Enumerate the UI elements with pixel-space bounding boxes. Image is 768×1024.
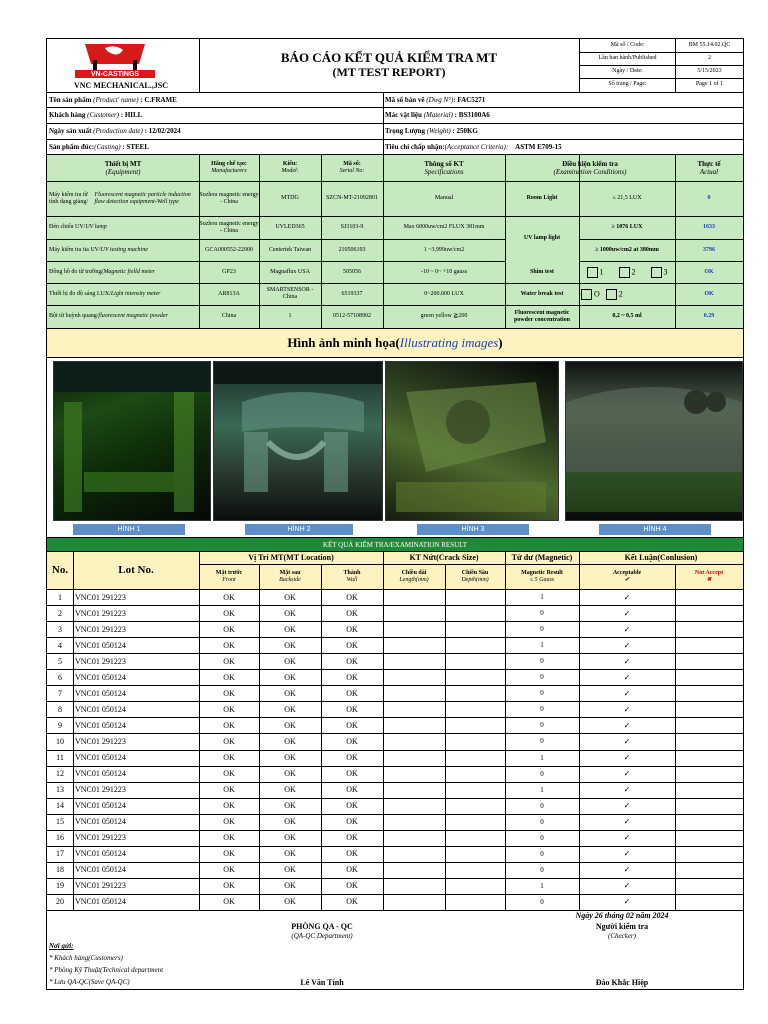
acceptable-check: ✓: [623, 672, 631, 682]
row-number: 11: [56, 753, 64, 763]
qa-department-en: (QA-QC Department): [291, 931, 353, 940]
wall-result: OK: [346, 769, 358, 779]
wall-result: OK: [346, 785, 358, 795]
lot-number: VNC01 291223: [75, 833, 126, 843]
acceptable-check: ✓: [623, 801, 631, 811]
meta-label: Mã số / Code:: [610, 42, 645, 48]
shim-test-options: [579, 261, 675, 283]
equip-header-sub: Specifications: [424, 168, 464, 176]
equip-header-sub: Serial No:: [339, 168, 365, 174]
material-row: Mác vật liệu (Material) : BS3100A6: [385, 111, 490, 119]
magnetic-result: 0: [540, 897, 544, 906]
equipment-model: Centertek Taiwan: [268, 246, 312, 253]
acceptable-check: ✓: [623, 608, 631, 618]
equipment-manufacturer: GCA000552-22000: [205, 246, 253, 253]
uv-lux-actual: 1633: [703, 224, 715, 230]
front-result: OK: [223, 769, 235, 779]
sub-header-mag_result: Magnetic Result ≤ 5 Gauss: [521, 569, 563, 583]
back-result: OK: [284, 608, 296, 618]
row-number: 16: [56, 833, 64, 843]
back-result: OK: [284, 881, 296, 891]
wall-result: OK: [346, 688, 358, 698]
row-number: 1: [58, 592, 62, 602]
wall-result: OK: [346, 865, 358, 875]
equip-header-label: Thông số KT: [424, 160, 464, 168]
room-light-label: Room Light: [526, 195, 558, 201]
row-number: 6: [58, 672, 62, 682]
shim-test-label: Shim test: [530, 268, 554, 275]
magnetic-result: 0: [540, 801, 544, 810]
acceptable-check: ✓: [623, 704, 631, 714]
equipment-serial: 6519337: [341, 290, 363, 297]
back-result: OK: [284, 624, 296, 634]
photo-caption-3: HÌNH 3: [417, 524, 529, 535]
wall-result: OK: [346, 881, 358, 891]
row-number: 2: [58, 608, 62, 618]
equip-header-label: Kiểu:: [282, 161, 298, 167]
sub-header-crack_depth: Chiều Sâu Depth(mm): [461, 569, 489, 583]
acceptable-check: ✓: [623, 817, 631, 827]
equipment-serial: 210506193: [338, 246, 366, 253]
checker-signatory: Đào Khắc Hiệp: [595, 977, 649, 987]
back-result: OK: [284, 801, 296, 811]
lot-number: VNC01 050124: [75, 640, 126, 650]
equipment-spec: -10 ~ 0~ +10 gauss: [420, 268, 468, 275]
row-number: 17: [56, 849, 64, 859]
qa-department: PHÒNG QA - QC: [291, 921, 353, 931]
equipment-model: UVLED365: [275, 224, 305, 230]
water-break-actual: OK: [704, 290, 714, 297]
magnetic-result: 0: [540, 737, 544, 746]
lot-number: VNC01 050124: [75, 753, 126, 763]
acceptable-check: ✓: [623, 736, 631, 746]
lot-number: VNC01 050124: [75, 865, 126, 875]
equipment-model: SMARTSENSOR - China: [266, 287, 314, 300]
powder-concentration-value: 0,2 ~ 0,5 ml: [612, 313, 642, 319]
shim-checkbox[interactable]: 3: [651, 267, 668, 278]
inspection-photo-1: [53, 361, 211, 521]
back-result: OK: [284, 769, 296, 779]
magnetic-result: 0: [540, 705, 544, 714]
equipment-name: Đèn chiếu UV/ UV lamp: [49, 224, 107, 230]
equip-header-sub: (Equipment): [105, 168, 141, 176]
equipment-manufacturer: China: [221, 313, 237, 319]
acceptable-check: ✓: [623, 720, 631, 730]
sub-header-crack_len: Chiều dài Length(mm): [399, 569, 429, 583]
inspection-photo-2: [213, 361, 383, 521]
equipment-name: Thiết bị đo độ sáng LUX /Light intensity meter: [49, 290, 161, 297]
lot-number: VNC01 291223: [75, 785, 126, 795]
lot-number: VNC01 050124: [75, 769, 126, 779]
meta-label: Lần ban hành/Published: [598, 55, 657, 61]
acceptable-check: ✓: [623, 881, 631, 891]
images-heading: Hình ảnh minh họa( Illustrating images ): [287, 335, 503, 350]
wall-result: OK: [346, 608, 358, 618]
customer-row: Khách hàng (Customer) : HILL: [49, 111, 143, 119]
front-result: OK: [223, 881, 235, 891]
equip-header-sub: Model:: [281, 168, 299, 174]
back-result: OK: [284, 704, 296, 714]
meta-value: 2: [708, 55, 711, 61]
water-break-checkbox[interactable]: O: [581, 289, 600, 300]
acceptable-check: ✓: [623, 688, 631, 698]
back-result: OK: [284, 672, 296, 682]
acceptable-check: ✓: [623, 656, 631, 666]
product-name-row: Tên sản phẩm (Product' name) : C.FRAME: [49, 95, 177, 104]
row-number: 12: [56, 769, 64, 779]
lot-number: VNC01 291223: [75, 736, 126, 746]
lot-number: VNC01 291223: [75, 881, 126, 891]
location-group-header: Vị Trí MT(MT Location): [248, 553, 334, 562]
wall-result: OK: [346, 720, 358, 730]
magnetic-result: 0: [540, 689, 544, 698]
magnetic-result: 1: [540, 641, 544, 650]
equip-header-sub: Actual: [699, 168, 719, 176]
front-result: OK: [223, 672, 235, 682]
equipment-name: Đồng hồ đo từ trường (Magnetic fielld meter: [49, 268, 155, 275]
front-result: OK: [223, 656, 235, 666]
magnetic-result: 0: [540, 769, 544, 778]
front-result: OK: [223, 785, 235, 795]
front-result: OK: [223, 640, 235, 650]
recipient-2: * Phòng Kỹ Thuật(Technical department: [49, 966, 164, 974]
equipment-spec: Max 6000uw/cm2 FLUX 381mm: [403, 224, 485, 230]
magnetic-result: 1: [540, 593, 544, 602]
acceptable-check: ✓: [623, 753, 631, 763]
equipment-serial: 505056: [343, 268, 361, 275]
acceptable-check: ✓: [623, 833, 631, 843]
wall-result: OK: [346, 817, 358, 827]
logo-text: VN-CASTINGS: [90, 70, 140, 78]
meta-label: Số trang / Page:: [608, 81, 647, 87]
equipment-spec: 1 ~3,999uw/cm2: [423, 246, 465, 253]
equipment-spec: 0~200.000 LUX: [424, 290, 464, 297]
front-result: OK: [223, 849, 235, 859]
uv-intensity-value: ≥ 1000uw/cm2 at 380mm: [595, 246, 659, 253]
recipient-1: * Khách hàng(Customers): [49, 954, 123, 962]
sub-header-not_accept: Not Accept ✖: [694, 569, 724, 583]
magnetic-result: 0: [540, 609, 544, 618]
front-result: OK: [223, 704, 235, 714]
wall-result: OK: [346, 849, 358, 859]
shim-test-actual: OK: [704, 268, 714, 275]
magnetic-result: 0: [540, 673, 544, 682]
row-number: 10: [56, 736, 64, 746]
acceptable-check: ✓: [623, 624, 631, 634]
col-lot-header: Lot No.: [118, 564, 154, 576]
wall-result: OK: [346, 801, 358, 811]
lot-number: VNC01 050124: [75, 672, 126, 682]
lot-number: VNC01 291223: [75, 656, 126, 666]
report-title-en: (MT TEST REPORT): [332, 64, 446, 79]
acceptable-check: ✓: [623, 849, 631, 859]
photo-caption-1: HÌNH 1: [73, 524, 185, 535]
report-date: Ngày 26 tháng 02 năm 2024: [575, 910, 669, 920]
row-number: 8: [58, 704, 62, 714]
powder-concentration-actual: 0.29: [703, 313, 715, 319]
magnetic-result: 0: [540, 849, 544, 858]
equipment-name: Bột từ huỳnh quang/ fluorescent magnetic powder: [49, 313, 168, 319]
equipment-spec: Manual: [434, 195, 454, 201]
front-result: OK: [223, 833, 235, 843]
production-date-row: Ngày sản xuất (Production date) : 12/02/2024: [49, 127, 181, 135]
lot-number: VNC01 050124: [75, 688, 126, 698]
back-result: OK: [284, 753, 296, 763]
acceptance-criteria-row: Tiêu chí chấp nhận: (Acceptance Criteria): ASTM E709-15: [385, 142, 562, 151]
sub-header-acceptable: Acceptable ✔: [612, 569, 642, 583]
acceptable-check: ✓: [623, 785, 631, 795]
equipment-serial: SZCN-MT-21092801: [326, 195, 378, 201]
water-break-label: Water break test: [520, 290, 564, 297]
room-light-value: ≤ 21,5 LUX: [612, 195, 642, 201]
magnetic-result: 1: [540, 785, 544, 794]
lot-number: VNC01 050124: [75, 897, 126, 907]
wall-result: OK: [346, 672, 358, 682]
back-result: OK: [284, 736, 296, 746]
recipient-3: * Lưu QA-QC(Save QA-QC): [49, 978, 130, 986]
back-result: OK: [284, 720, 296, 730]
back-result: OK: [284, 640, 296, 650]
lot-number: VNC01 291223: [75, 608, 126, 618]
back-result: OK: [284, 656, 296, 666]
wall-result: OK: [346, 624, 358, 634]
magnetic-result: 0: [540, 817, 544, 826]
back-result: OK: [284, 865, 296, 875]
equip-header-manu: [199, 155, 259, 181]
water-break-checkbox[interactable]: 2: [606, 289, 623, 300]
wall-result: OK: [346, 640, 358, 650]
front-result: OK: [223, 817, 235, 827]
equipment-serial: 0512-57108902: [333, 313, 371, 319]
sub-header-loc_wall: Thành Wall: [343, 569, 361, 583]
front-result: OK: [223, 592, 235, 602]
equipment-model: MTDG: [281, 195, 299, 201]
uv-lamp-light-label: UV lamp light: [523, 235, 561, 241]
equip-header-serial: [321, 155, 383, 181]
row-number: 4: [58, 640, 62, 650]
equip-header-model: [259, 155, 321, 181]
photo-caption-4: HÌNH 4: [599, 524, 711, 535]
front-result: OK: [223, 720, 235, 730]
acceptable-check: ✓: [623, 865, 631, 875]
equip-header-sub: Manufacturers: [211, 168, 247, 174]
row-number: 13: [56, 785, 64, 795]
equip-header-label: Điều kiện kiểm tra: [562, 160, 618, 168]
lot-number: VNC01 050124: [75, 704, 126, 714]
magnetic-group-header: Từ dư (Magnetic): [511, 553, 573, 562]
casting-row: Sản phẩm đúc: (Casting) : STEEL: [49, 142, 149, 151]
lot-number: VNC01 050124: [75, 801, 126, 811]
company-logo: [73, 42, 157, 82]
equipment-name: Máy kiểm tra tia UV/ UV testing machine: [49, 246, 148, 253]
front-result: OK: [223, 608, 235, 618]
equip-header-equip: [47, 155, 199, 181]
back-result: OK: [284, 849, 296, 859]
front-result: OK: [223, 624, 235, 634]
back-result: OK: [284, 833, 296, 843]
lot-number: VNC01 291223: [75, 624, 126, 634]
crack-group-header: KT Nứt(Crack Size): [409, 553, 479, 562]
powder-concentration-label: Fluorescent magnetic powder concentration: [513, 309, 571, 323]
equipment-manufacturer: Suzhou magnetic energy - China: [199, 220, 259, 234]
wall-result: OK: [346, 592, 358, 602]
front-result: OK: [223, 897, 235, 907]
front-result: OK: [223, 736, 235, 746]
row-number: 19: [56, 881, 64, 891]
company-name: VNC MECHANICAL.,JSC: [73, 80, 168, 90]
row-number: 7: [58, 688, 62, 698]
wall-result: OK: [346, 736, 358, 746]
equipment-spec: green yellow ≧200: [420, 313, 468, 319]
checker-title: Người kiểm tra: [595, 921, 649, 931]
equipment-manufacturer: Suzhou magnetic energy - China: [199, 191, 259, 205]
equipment-model: 1: [288, 313, 292, 319]
row-number: 14: [56, 801, 64, 811]
equip-header-actual: [675, 155, 743, 181]
wall-result: OK: [346, 656, 358, 666]
magnetic-result: 0: [540, 865, 544, 874]
magnetic-result: 0: [540, 833, 544, 842]
inspection-photo-4: [565, 361, 743, 521]
acceptable-check: ✓: [623, 592, 631, 602]
water-break-options: [579, 283, 675, 305]
meta-label: Ngày / Date:: [612, 68, 643, 74]
meta-value: Page 1 of 1: [695, 81, 724, 87]
inspection-photo-3: [385, 361, 559, 521]
front-result: OK: [223, 801, 235, 811]
meta-value: BM 55.14.02.QC: [688, 42, 731, 48]
shim-checkbox[interactable]: 1: [587, 267, 604, 278]
equipment-manufacturer: AR813A: [218, 290, 240, 297]
equip-header-cond: [505, 155, 675, 181]
checker-title-en: (Checker): [608, 931, 636, 940]
row-number: 15: [56, 817, 64, 827]
row-number: 20: [56, 897, 64, 907]
photo-caption-2: HÌNH 2: [245, 524, 353, 535]
sub-header-loc_back: Mặt sau Backside: [279, 569, 301, 583]
wall-result: OK: [346, 704, 358, 714]
magnetic-result: 0: [540, 721, 544, 730]
equip-header-spec: [383, 155, 505, 181]
shim-checkbox[interactable]: 2: [619, 267, 636, 278]
front-result: OK: [223, 688, 235, 698]
weight-row: Trọng Lượng (Weight) : 250KG: [385, 127, 478, 135]
back-result: OK: [284, 897, 296, 907]
back-result: OK: [284, 688, 296, 698]
equipment-model: Magnaflux USA: [270, 268, 310, 275]
equipment-manufacturer: GP23: [222, 268, 236, 275]
back-result: OK: [284, 785, 296, 795]
equipment-name: Máy kiểm tra từ tính dạng giàng/ Fluorescent magnetic particle induction flaw detection equipment-Well type: [49, 191, 191, 205]
magnetic-result: 1: [540, 881, 544, 890]
results-banner: KẾT QUẢ KIỂM TRA/EXAMINATION RESULT: [47, 538, 743, 551]
equip-header-label: Hãng chế tạo:: [211, 161, 247, 167]
back-result: OK: [284, 592, 296, 602]
uv-lux-value: ≥ 1076 LUX: [611, 224, 643, 230]
room-light-actual: 0: [707, 195, 711, 201]
col-no-header: No.: [51, 564, 69, 576]
magnetic-result: 1: [540, 753, 544, 762]
wall-result: OK: [346, 833, 358, 843]
drawing-number-row: Mã số bản vẽ (Dwg N°) : FAC5271: [385, 95, 486, 104]
equip-header-label: Mã số:: [343, 161, 361, 167]
lot-number: VNC01 050124: [75, 720, 126, 730]
wall-result: OK: [346, 753, 358, 763]
front-result: OK: [223, 865, 235, 875]
sub-header-loc_front: Mặt trước Front: [215, 569, 243, 583]
front-result: OK: [223, 753, 235, 763]
lot-number: VNC01 050124: [75, 849, 126, 859]
lot-number: VNC01 050124: [75, 817, 126, 827]
acceptable-check: ✓: [623, 897, 631, 907]
uv-intensity-actual: 3796: [703, 246, 715, 253]
wall-result: OK: [346, 897, 358, 907]
mt-test-report: [46, 38, 744, 990]
row-number: 9: [58, 720, 62, 730]
row-number: 18: [56, 865, 64, 875]
equipment-serial: SJ3103-9: [340, 224, 364, 230]
acceptable-check: ✓: [623, 640, 631, 650]
back-result: OK: [284, 817, 296, 827]
recipients-label: Nơi gửi:: [49, 942, 74, 950]
report-title-vn: BÁO CÁO KẾT QUẢ KIỂM TRA MT: [280, 50, 498, 65]
magnetic-result: 0: [540, 625, 544, 634]
acceptable-check: ✓: [623, 769, 631, 779]
magnetic-result: 0: [540, 657, 544, 666]
equip-header-label: Thiết bị MT: [104, 160, 142, 168]
row-number: 3: [58, 624, 62, 634]
equip-header-sub: (Examination Conditions): [553, 168, 627, 176]
conclusion-group-header: Kết Luận(Conlusion): [624, 553, 698, 562]
row-number: 5: [58, 656, 62, 666]
equip-header-label: Thực tế: [697, 160, 721, 168]
meta-value: 5/15/2023: [697, 68, 722, 74]
dept-signatory: Lê Văn Tính: [300, 977, 344, 987]
lot-number: VNC01 291223: [75, 592, 126, 602]
